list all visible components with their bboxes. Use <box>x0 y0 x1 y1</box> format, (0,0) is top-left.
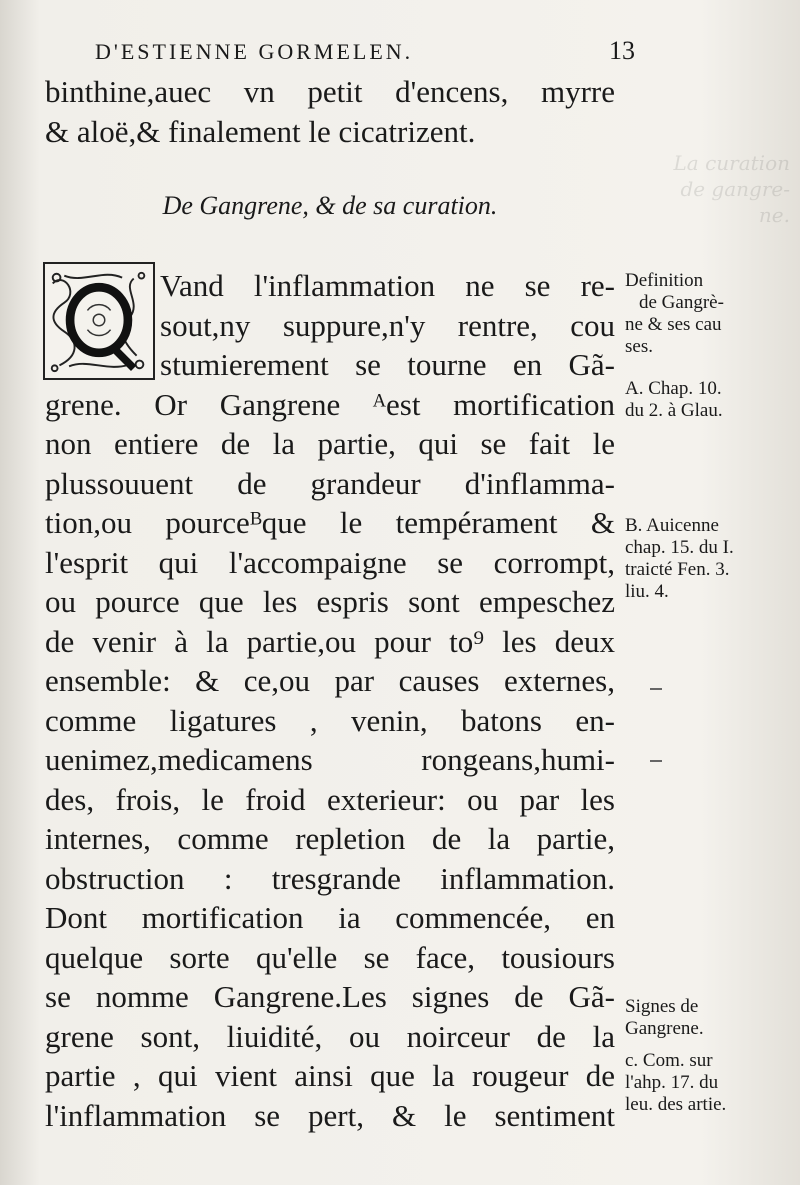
text-line: ensemble: & ce,ou par causes externes, <box>45 663 615 698</box>
text-line: de venir à la partie,ou pour to⁹ les deux <box>45 624 615 659</box>
text-line: grene. Or Gangrene ᴬest mortification <box>45 387 615 422</box>
section-title: De Gangrene, & de sa curation. <box>162 191 498 220</box>
text-line: non entiere de la partie, qui se fait le <box>45 426 615 461</box>
margin-note-signes: Signes de Gangrene. <box>625 996 704 1039</box>
text-line: ou pource que les espris sont empeschez <box>45 584 615 619</box>
text-line: binthine,auec vn petit d'encens, myrre <box>45 74 615 109</box>
text-line: plussouuent de grandeur d'inflamma- <box>45 466 615 501</box>
decorated-initial <box>43 262 155 380</box>
running-title: D'ESTIENNE GORMELEN. <box>95 39 414 64</box>
text-line: sout,ny suppure,n'y rentre, cou <box>160 308 615 343</box>
running-header <box>95 36 635 66</box>
margin-note-a: A. Chap. 10. du 2. à Glau. <box>625 378 723 421</box>
text-line: comme ligatures , venin, batons en- <box>45 703 615 738</box>
text-line: internes, comme repletion de la partie, <box>45 821 615 856</box>
margin-note-b: B. Auicenne chap. 15. du I. traicté Fen. 3. liu. 4. <box>625 515 734 602</box>
text-line: grene sont, liuidité, ou noirceur de la <box>45 1019 615 1054</box>
bleed-through-text: La curation de gangre- ne. <box>673 151 790 227</box>
text-line: se nomme Gangrene.Les signes de Gã- <box>45 979 615 1014</box>
text-line: des, frois, le froid exterieur: ou par les <box>45 782 615 817</box>
ornament-icon <box>45 264 153 378</box>
text-line: partie , qui vient ainsi que la rougeur de <box>45 1058 615 1093</box>
text-line: Vand l'inflammation ne se re- <box>160 268 615 303</box>
margin-note-c: c. Com. sur l'ahp. 17. du leu. des artie. <box>625 1050 727 1115</box>
text-line: tion,ou pourceᴮque le tempérament & <box>45 505 615 540</box>
page-number: 13 <box>609 36 635 65</box>
text-line: obstruction : tresgrande inflammation. <box>45 861 615 896</box>
text-line: Dont mortification ia commencée, en <box>45 900 615 935</box>
text-line: stumierement se tourne en Gã- <box>160 347 615 382</box>
text-line: quelque sorte qu'elle se face, tousiours <box>45 940 615 975</box>
text-line: l'esprit qui l'accompaigne se corrompt, <box>45 545 615 580</box>
margin-mark <box>650 688 662 690</box>
text-line: uenimez,medicamens rongeans,humi- <box>45 742 615 777</box>
margin-mark <box>650 760 662 762</box>
margin-note-definition: Definition de Gangrè- ne & ses cau ses. <box>625 270 724 357</box>
text-line: l'inflammation se pert, & le sentiment <box>45 1098 615 1133</box>
text-line: & aloë,& finalement le cicatrizent. <box>45 114 476 149</box>
